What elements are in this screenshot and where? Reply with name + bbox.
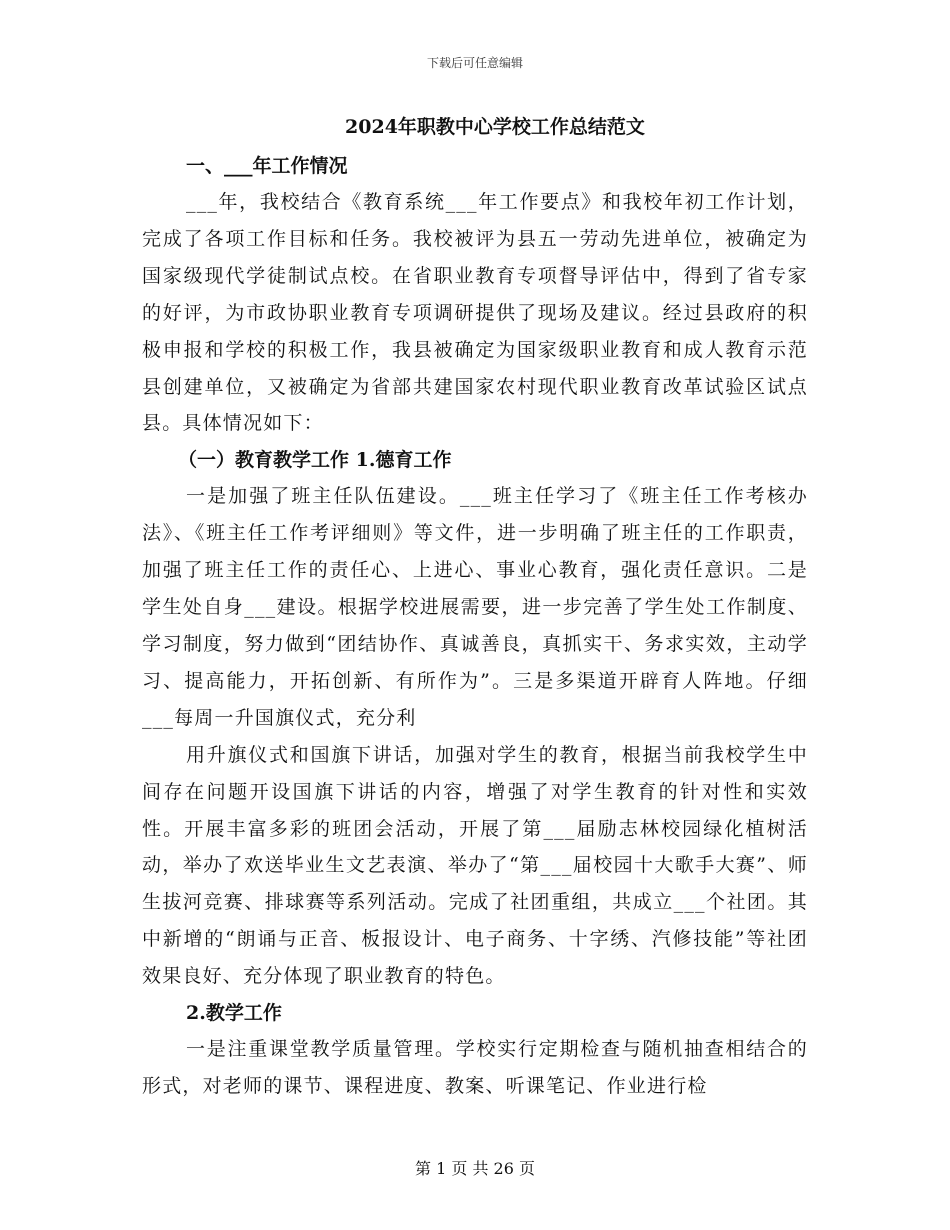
subsection-heading-moral-education: （一）教育教学工作 1.德育工作 xyxy=(178,449,452,472)
paragraph-intro: ___年，我校结合《教育系统___年工作要点》和我校年初工作计划，完成了各项工作目标和任务。我校被评为县五一劳动先进单位，被确定为国家级现代学徒制试点校。在省职业教育专项督导评估中，得到了省专家的好评，为市政协职业教育专项调研提供了现场及建议。经过县政府的积极申报和学校的积极工作，我县被确定为国家级职业教育和成人教育示范县创建单位，又被确定为省部共建国家农村现代职业教育改革试验区试点县。具体情况如下： xyxy=(142,191,808,435)
paragraph-moral-education: 一是加强了班主任队伍建设。___班主任学习了《班主任工作考核办法》、《班主任工作考评细则》等文件，进一步明确了班主任的工作职责，加强了班主任工作的责任心、上进心、事业心教育，强化责任意识。二是学生处自身___建设。根据学校进展需要，进一步完善了学生处工作制度、学习制度，努力做到“团结协作、真诚善良，真抓实干、务求实效，主动学习、提高能力，开拓创新、有所作为”。三是多渠道开辟育人阵地。仔细___每周一升国旗仪式，充分利 xyxy=(142,485,808,729)
document-title: 2024年职教中心学校工作总结范文 xyxy=(345,116,645,138)
document-body xyxy=(142,110,808,1105)
page-number-footer: 第 1 页 共 26 页 xyxy=(415,1159,535,1178)
header-note: 下载后可任意编辑 xyxy=(426,56,523,70)
section-heading-work-status: 一、___年工作情况 xyxy=(186,155,348,177)
paragraph-teaching: 一是注重课堂教学质量管理。学校实行定期检查与随机抽查相结合的形式，对老师的课节、课程进度、教案、听课笔记、作业进行检 xyxy=(142,1038,808,1097)
subsection-heading-teaching: 2.教学工作 xyxy=(186,1002,282,1025)
paragraph-flag-ceremony: 用升旗仪式和国旗下讲话，加强对学生的教育，根据当前我校学生中间存在问题开设国旗下讲话的内容，增强了对学生教育的针对性和实效性。开展丰富多彩的班团会活动，开展了第___届励志林校园绿化植树活动，举办了欢送毕业生文艺表演、举办了“第___届校园十大歌手大赛”、师生拔河竞赛、排球赛等系列活动。完成了社团重组，共成立___个社团。其中新增的“朗诵与正音、板报设计、电子商务、十字绣、汽修技能”等社团效果良好、充分体现了职业教育的特色。 xyxy=(142,743,808,988)
